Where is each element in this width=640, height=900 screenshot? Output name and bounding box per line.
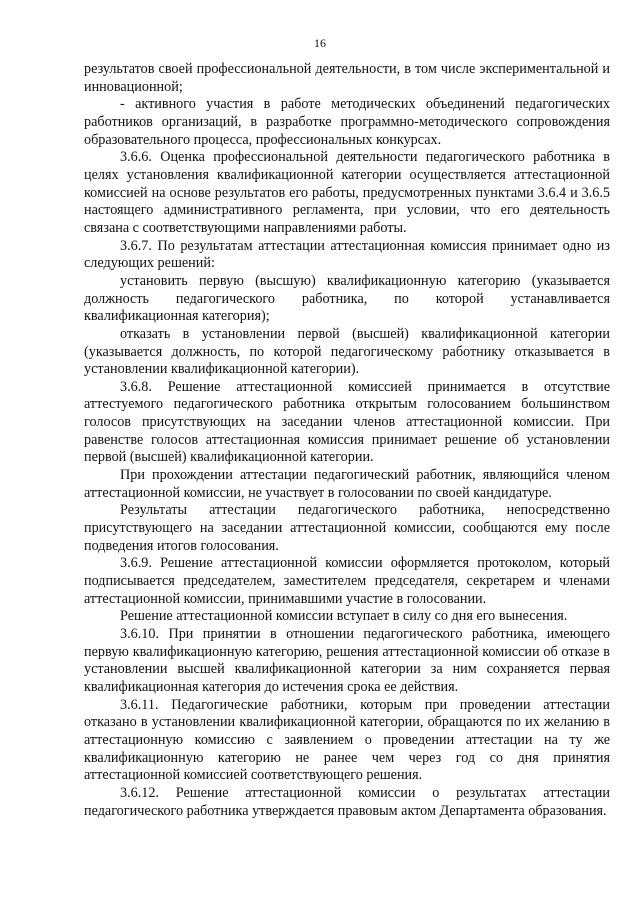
paragraph-3-6-8: 3.6.8. Решение аттестационной комиссией принимается в отсутствие аттестуемого педагогического работника открытым голосованием большинством голосов присутствующих на заседании членов аттестационной комиссии. При равенстве голосов аттестационная комиссия принимает решение об установлении первой (высшей) квалификационной категории. xyxy=(84,378,610,466)
paragraph-3-6-7: 3.6.7. По результатам аттестации аттестационная комиссия принимает одно из следующих решений: xyxy=(84,237,610,272)
paragraph-3-6-11: 3.6.11. Педагогические работники, которым при проведении аттестации отказано в установлении квалификационной категории, обращаются по их желанию в аттестационную комиссию с заявлением о проведении аттестации на ту же квалификационную категорию не ранее чем через год со дня принятия аттестационной комиссией соответствующего решения. xyxy=(84,696,610,784)
paragraph-decision-effective: Решение аттестационной комиссии вступает в силу со дня его вынесения. xyxy=(120,608,568,625)
paragraph-results-communication: Результаты аттестации педагогического работника, непосредственно присутствующего на заседании аттестационной комиссии, сообщаются ему после подведения итогов голосования. xyxy=(84,502,610,554)
paragraph-3-6-10: 3.6.10. При принятии в отношении педагогического работника, имеющего первую квалификационную категорию, решения аттестационной комиссии об отказе в установлении высшей квалификационной категории за ним сохраняется первая квалификационная категория до истечения срока ее действия. xyxy=(84,626,610,695)
page-number: 16 xyxy=(314,36,326,50)
paragraph-decision-refuse: отказать в установлении первой (высшей) квалификационной категории (указывается должность, по которой педагогическому работнику отказывается в установлении квалификационной категории). xyxy=(84,325,610,378)
paragraph-3-6-9: 3.6.9. Решение аттестационной комиссии оформляется протоколом, который подписывается председателем, заместителем председателя, секретарем и членами аттестационной комиссии, принимавшими участие в голосовании. xyxy=(84,555,610,607)
paragraph-bullet-participation: - активного участия в работе методических объединений педагогических работников организаций, в разработке программно-методического сопровождения образовательного процесса, профессиональных конкурсах. xyxy=(84,96,610,148)
paragraph-decision-establish: установить первую (высшую) квалификационную категорию (указывается должность педагогического работника, по которой устанавливается квалификационная категория); xyxy=(84,272,610,325)
paragraph-continuation: результатов своей профессиональной деятельности, в том числе экспериментальной и инновационной; xyxy=(84,61,610,95)
paragraph-3-6-12: 3.6.12. Решение аттестационной комиссии о результатах аттестации педагогического работника утверждается правовым актом Департамента образования. xyxy=(84,784,610,819)
document-body xyxy=(84,61,610,820)
paragraph-3-6-6: 3.6.6. Оценка профессиональной деятельности педагогического работника в целях установления квалификационной категории осуществляется аттестационной комиссией на основе результатов его работы, предусмотренных пунктами 3.6.4 и 3.6.5 настоящего административного регламента, при условии, что его деятельность связана с соответствующими направлениями работы. xyxy=(84,149,610,236)
paragraph-member-voting: При прохождении аттестации педагогический работник, являющийся членом аттестационной комиссии, не участвует в голосовании по своей кандидатуре. xyxy=(84,467,610,501)
